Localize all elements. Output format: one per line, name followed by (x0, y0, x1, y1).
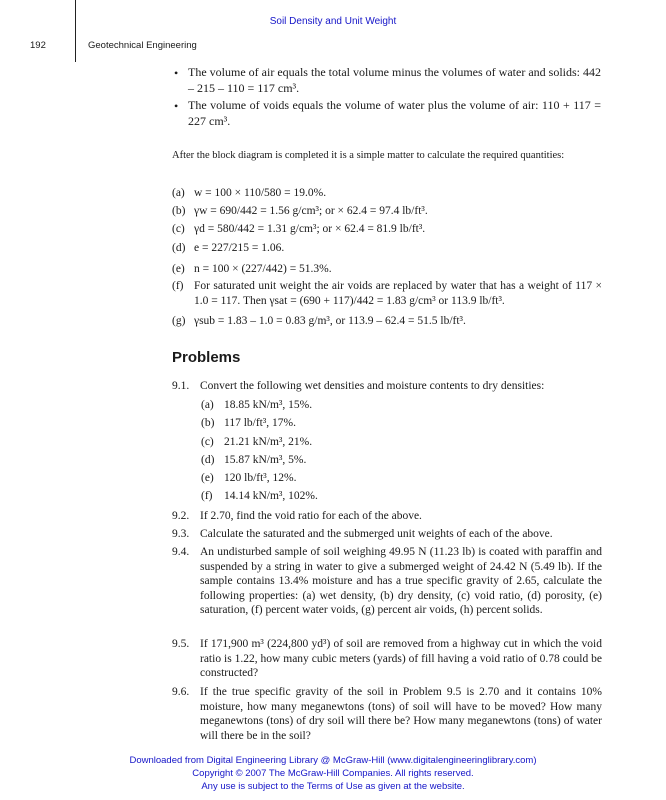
footer-terms-link[interactable]: Any use is subject to the Terms of Use as given at the website. (201, 781, 465, 792)
sub-item-label: (a) (201, 399, 214, 411)
calc-label: (e) (172, 263, 185, 275)
sub-item (201, 453, 306, 467)
problem-number: 9.1. (172, 380, 190, 392)
problem-9-3 (172, 527, 602, 542)
calc-label: (f) (172, 280, 184, 292)
problems-heading: Problems (172, 349, 241, 366)
problem-9-5 (172, 637, 602, 681)
problem-9-1 (172, 379, 602, 394)
calc-row (172, 186, 326, 200)
problem-text: Convert the following wet densities and moisture contents to dry densities: (200, 380, 545, 392)
calc-row (172, 204, 428, 218)
footer-copyright: Copyright © 2007 The McGraw-Hill Companies. All rights reserved. (192, 768, 474, 779)
sub-item-label: (f) (201, 490, 213, 502)
problem-number: 9.3. (172, 528, 190, 540)
bullet-icon: • (174, 99, 179, 113)
bullet-text-void-volume: The volume of voids equals the volume of water plus the volume of air: 110 + 117 = 227 cm³. (188, 98, 601, 128)
page-number: 192 (30, 40, 46, 51)
sub-item-label: (e) (201, 472, 214, 484)
calc-label: (c) (172, 223, 185, 235)
sub-item-text: 21.21 kN/m³, 21%. (224, 436, 313, 448)
problem-9-6 (172, 685, 602, 743)
calc-text: γsub = 1.83 – 1.0 = 0.83 g/m³, or 113.9 – 62.4 = 51.5 lb/ft³. (194, 315, 466, 327)
calc-row (172, 241, 284, 255)
problem-text: Calculate the saturated and the submerged unit weights of each of the above. (200, 528, 553, 540)
sub-item-text: 117 lb/ft³, 17%. (224, 417, 297, 429)
intro-paragraph: After the block diagram is completed it is a simple matter to calculate the required quantities: (172, 150, 565, 161)
sub-item-text: 18.85 kN/m³, 15%. (224, 399, 313, 411)
calc-label: (g) (172, 315, 186, 327)
sub-item-text: 15.87 kN/m³, 5%. (224, 454, 307, 466)
problem-number: 9.5. (172, 638, 190, 650)
calc-row (172, 262, 332, 276)
problem-text: If 2.70, find the void ratio for each of the above. (200, 510, 422, 522)
footer-download-link[interactable]: Downloaded from Digital Engineering Library @ McGraw-Hill (www.digitalengineeringlibrary.com) (129, 755, 537, 766)
bullet-icon: • (174, 66, 179, 80)
calc-text: n = 100 × (227/442) = 51.3%. (194, 263, 332, 275)
sub-item-label: (d) (201, 454, 215, 466)
bullet-text-air-volume: The volume of air equals the total volume minus the volumes of water and solids: 442 – 215 – 110 = 117 cm³. (188, 65, 601, 95)
calc-text: w = 100 × 110/580 = 19.0%. (194, 187, 327, 199)
calc-row (172, 222, 425, 236)
running-head-link[interactable]: Soil Density and Unit Weight (269, 16, 397, 27)
calc-row (172, 314, 466, 328)
calc-text: For saturated unit weight the air voids are replaced by water that has a weight of 117 × 1.0 = 117. Then γsat = (690 + 117)/442 = 1.83 g/cm³ or 113.9 lb/ft³. (194, 280, 602, 307)
problem-text: If the true specific gravity of the soil in Problem 9.5 is 2.70 and it contains 10% moisture, how many meganewtons (tons) of soil will have to be moved? How many meganewtons (tons) of dry soil will there be? How many meganewtons (tons) of water will there be in the soil? (200, 686, 602, 742)
calc-label: (d) (172, 242, 186, 254)
problem-number: 9.2. (172, 510, 190, 522)
problem-9-4 (172, 545, 602, 618)
sub-item-text: 120 lb/ft³, 12%. (224, 472, 297, 484)
header-rule (75, 0, 76, 62)
calc-label: (a) (172, 187, 185, 199)
calc-label: (b) (172, 205, 186, 217)
problem-text: An undisturbed sample of soil weighing 49.95 N (11.23 lb) is coated with paraffin and suspended by a string in water to give a submerged weight of 24.42 N (5.49 lb). If the sample contains 13.4% moisture and has a true specific gravity of 2.65, calculate the following properties: (a) wet density, (b) dry density, (c) void ratio, (d) porosity, (e) saturation, (f) percent water voids, (g) percent air voids, (h) percent solids. (200, 546, 602, 617)
problem-text: If 171,900 m³ (224,800 yd³) of soil are removed from a highway cut in which the void ratio is 1.22, how many cubic meters (yards) of fill having a void ratio of 0.78 could be constructed? (200, 638, 602, 680)
sub-item (201, 416, 296, 430)
sub-item-label: (c) (201, 436, 214, 448)
calc-text: e = 227/215 = 1.06. (194, 242, 285, 254)
calc-text: γw = 690/442 = 1.56 g/cm³; or × 62.4 = 97.4 lb/ft³. (194, 205, 428, 217)
problem-number: 9.4. (172, 546, 190, 558)
calc-row (172, 279, 602, 308)
sub-item (201, 471, 296, 485)
problem-number: 9.6. (172, 686, 190, 698)
problem-9-2 (172, 509, 602, 524)
sub-item (201, 435, 312, 449)
calc-text: γd = 580/442 = 1.31 g/cm³; or × 62.4 = 81.9 lb/ft³. (194, 223, 426, 235)
sub-item-label: (b) (201, 417, 215, 429)
sub-item (201, 489, 318, 503)
sub-item (201, 398, 312, 412)
book-title: Geotechnical Engineering (88, 40, 197, 51)
sub-item-text: 14.14 kN/m³, 102%. (224, 490, 318, 502)
